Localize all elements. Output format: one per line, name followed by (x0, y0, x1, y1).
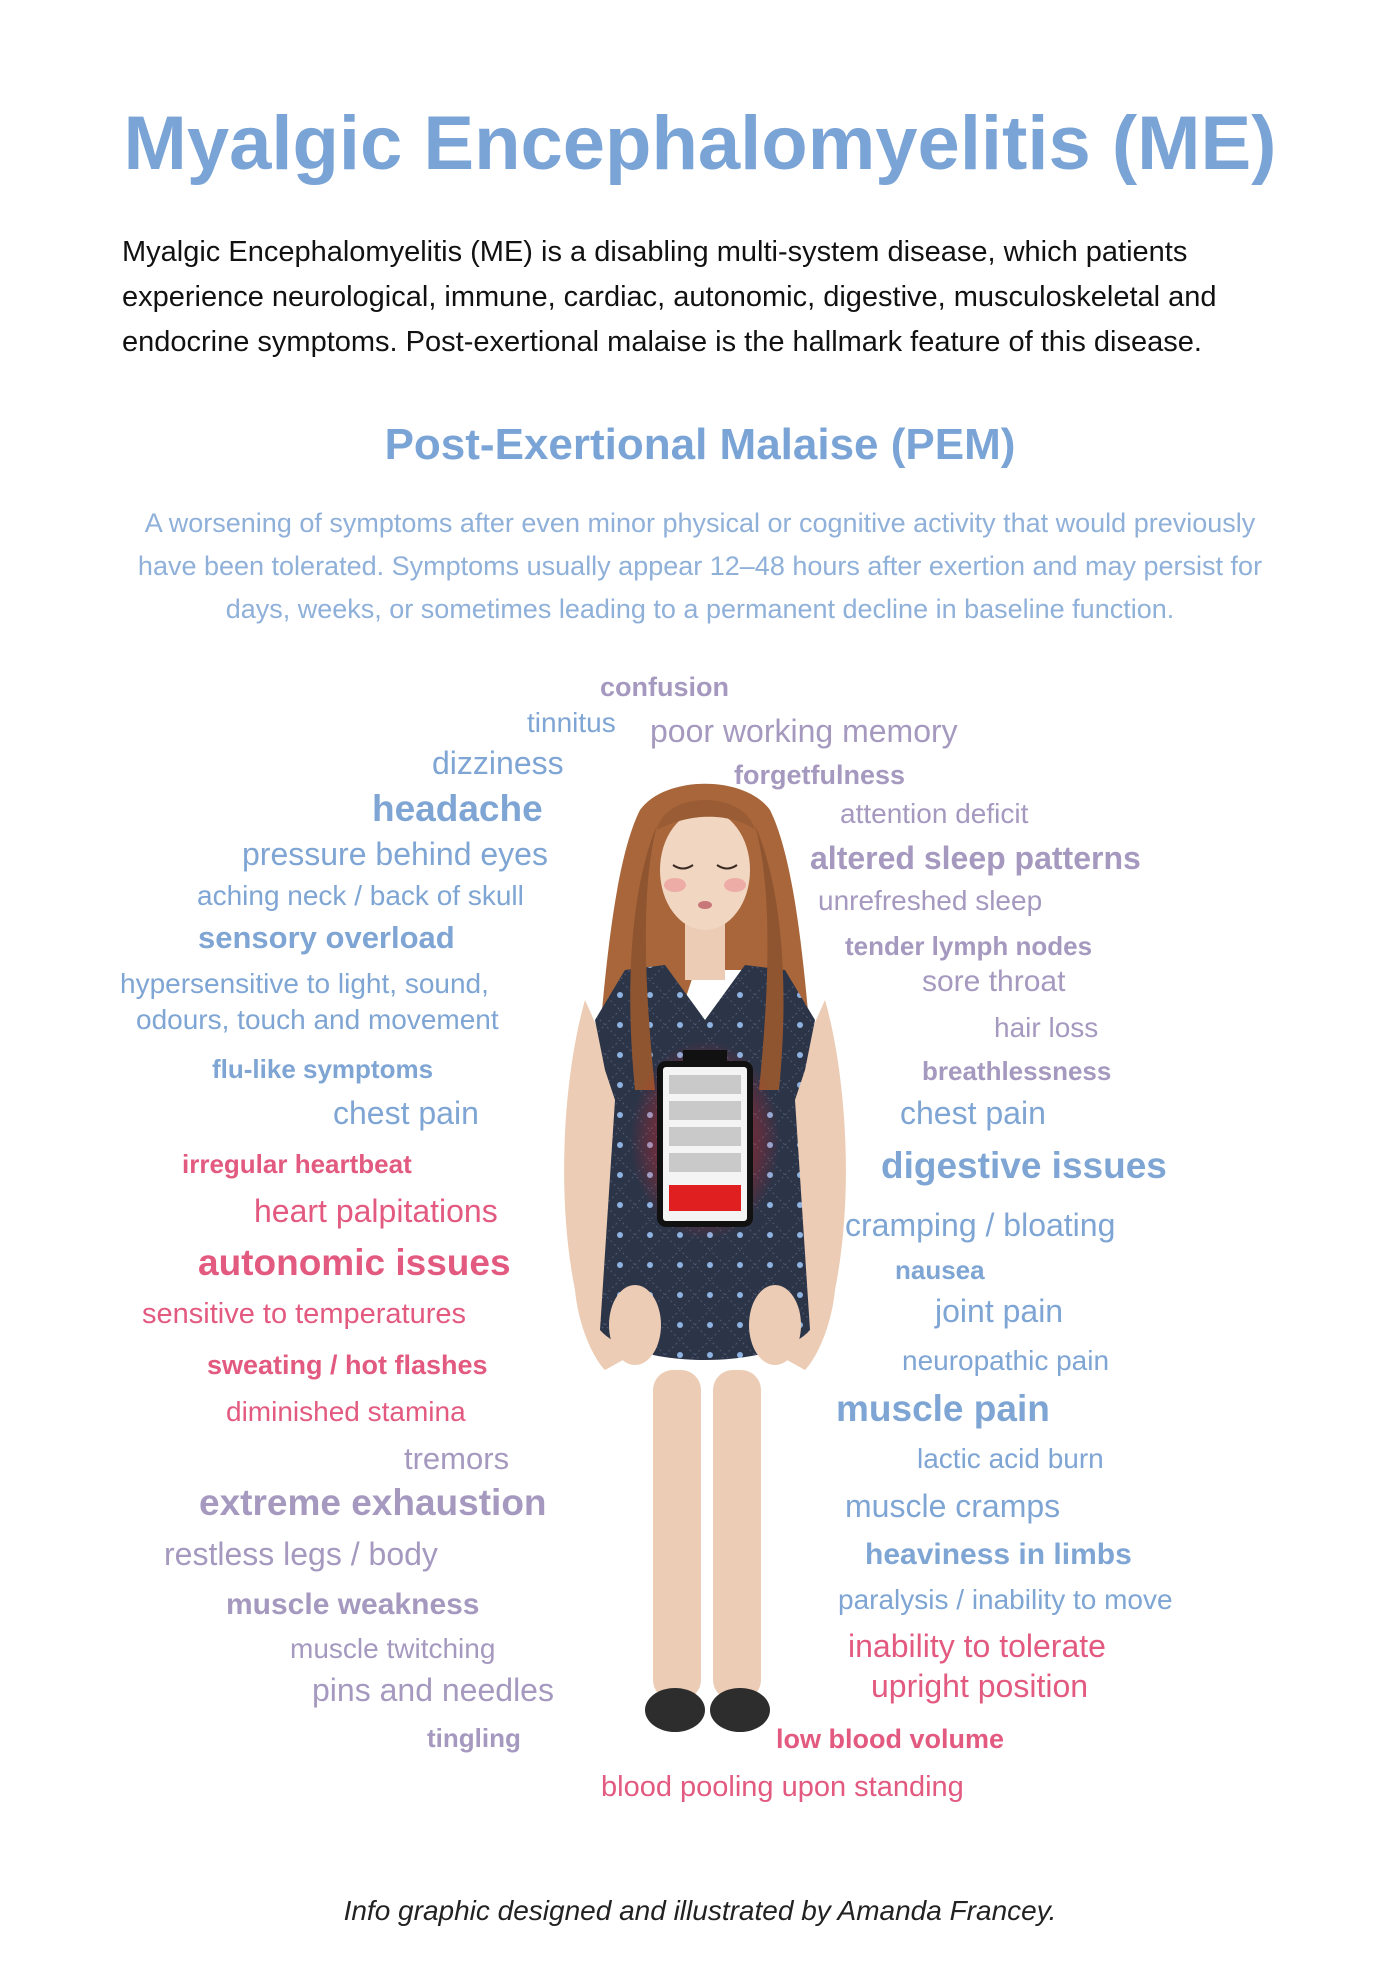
credit-line: Info graphic designed and illustrated by Amanda Francey. (343, 1895, 1057, 1926)
symptom-label: tingling (427, 1723, 521, 1753)
left-leg (653, 1370, 701, 1700)
right-leg (713, 1370, 761, 1700)
right-hand (749, 1285, 801, 1365)
battery-cell (669, 1153, 741, 1172)
page-title: Myalgic Encephalomyelitis (ME) (123, 101, 1277, 186)
pem-title: Post-Exertional Malaise (PEM) (384, 420, 1016, 469)
symptom-label: joint pain (935, 1293, 1064, 1329)
intro-paragraph (122, 230, 1282, 365)
symptom-label: blood pooling upon standing (601, 1771, 964, 1803)
symptom-label: sore throat (922, 965, 1066, 998)
symptom-label: muscle weakness (226, 1588, 480, 1621)
symptom-label: neuropathic pain (902, 1345, 1110, 1376)
symptom-label: nausea (895, 1255, 985, 1285)
symptom-label: tinnitus (527, 707, 616, 738)
battery-cell (669, 1075, 741, 1094)
right-cheek (724, 878, 746, 892)
battery-cell (669, 1101, 741, 1120)
symptom-label: headache (372, 788, 543, 829)
symptom-label: hair loss (994, 1012, 1099, 1043)
woman-illustration (545, 770, 865, 1760)
battery-cell (669, 1127, 741, 1146)
symptom-label: diminished stamina (226, 1396, 466, 1427)
symptom-label: tender lymph nodes (845, 931, 1093, 961)
symptom-label: muscle twitching (290, 1633, 496, 1664)
pem-line: A worsening of symptoms after even minor physical or cognitive activity that would previously (144, 508, 1256, 538)
symptom-label: heaviness in limbs (865, 1538, 1132, 1571)
intro-line: endocrine symptoms. Post-exertional malaise is the hallmark feature of this disease. (122, 326, 1202, 358)
symptom-label: dizziness (432, 745, 564, 781)
symptom-label: aching neck / back of skull (197, 880, 524, 911)
symptom-label: autonomic issues (198, 1242, 511, 1283)
symptom-label: altered sleep patterns (810, 840, 1141, 876)
right-shoe (710, 1688, 770, 1732)
symptom-label: restless legs / body (164, 1536, 438, 1572)
pem-line: days, weeks, or sometimes leading to a permanent decline in baseline function. (225, 594, 1175, 624)
symptom-label: forgetfulness (734, 760, 906, 790)
symptom-label: irregular heartbeat (182, 1149, 412, 1179)
symptom-label: upright position (871, 1668, 1089, 1704)
symptom-label: flu-like symptoms (212, 1054, 434, 1084)
intro-line: Myalgic Encephalomyelitis (ME) is a disabling multi-system disease, which patients (122, 236, 1188, 268)
symptom-label: paralysis / inability to move (838, 1584, 1173, 1615)
symptom-label: unrefreshed sleep (818, 885, 1043, 916)
symptom-label: sensitive to temperatures (142, 1298, 466, 1330)
symptom-label: tremors (404, 1441, 510, 1476)
mouth (698, 901, 712, 909)
symptom-label: pins and needles (312, 1672, 554, 1708)
left-cheek (664, 878, 686, 892)
face (660, 810, 750, 930)
symptom-label: hypersensitive to light, sound, (120, 968, 489, 999)
symptom-label: digestive issues (881, 1145, 1167, 1186)
symptom-label: cramping / bloating (845, 1207, 1116, 1243)
symptom-label: muscle cramps (845, 1488, 1061, 1524)
symptom-label: extreme exhaustion (199, 1482, 547, 1523)
intro-line: experience neurological, immune, cardiac, autonomic, digestive, musculoskeletal and (122, 281, 1217, 313)
symptom-label: breathlessness (922, 1056, 1112, 1086)
battery-cell-charged (669, 1185, 741, 1211)
symptom-label: lactic acid burn (917, 1443, 1104, 1474)
symptom-label: low blood volume (776, 1724, 1004, 1754)
left-hand (609, 1285, 661, 1365)
symptom-label: attention deficit (840, 798, 1029, 829)
symptom-label: confusion (600, 672, 729, 702)
symptom-label: muscle pain (836, 1388, 1050, 1429)
symptom-label: sensory overload (198, 920, 455, 955)
symptom-label: pressure behind eyes (242, 836, 548, 872)
symptom-label: odours, touch and movement (136, 1004, 499, 1035)
pem-line: have been tolerated. Symptoms usually appear 12–48 hours after exertion and may persist for (137, 551, 1263, 581)
left-shoe (645, 1688, 705, 1732)
symptom-label: inability to tolerate (848, 1628, 1106, 1664)
symptom-label: poor working memory (650, 713, 958, 749)
symptom-label: heart palpitations (254, 1193, 498, 1229)
pem-description (90, 502, 1310, 631)
symptom-label: sweating / hot flashes (207, 1350, 488, 1380)
symptom-label: chest pain (900, 1095, 1046, 1131)
symptom-label: chest pain (333, 1095, 479, 1131)
